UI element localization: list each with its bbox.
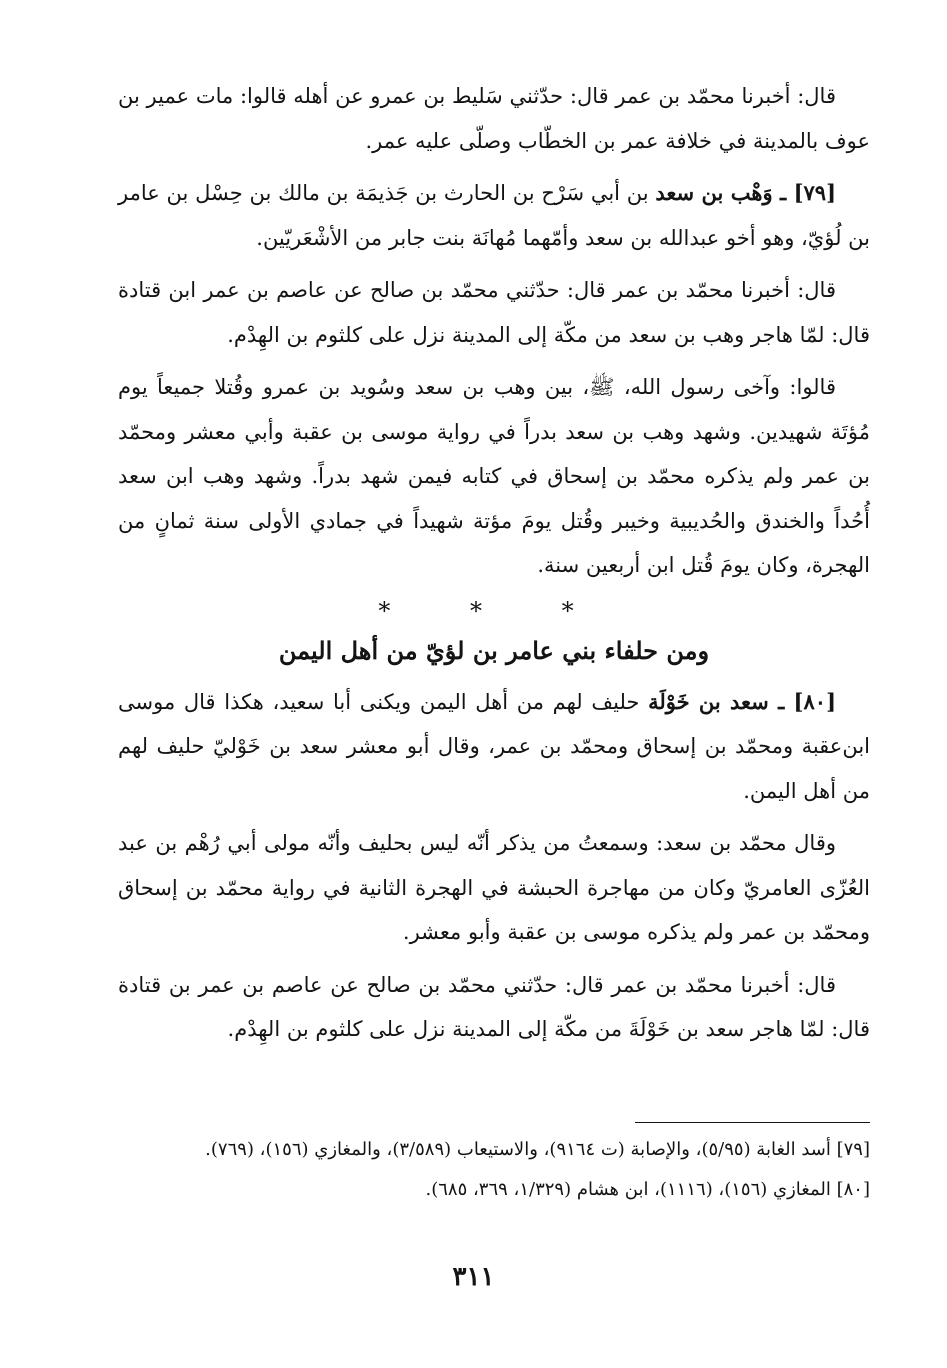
paragraph: قال: أخبرنا محمّد بن عمر قال: حدّثني سَليط بن عمرو عن أهله قالوا: مات عمير بن عوف بالمدينة في خلافة عمر بن الخطّاب وصلّى عليه عمر. xyxy=(118,84,870,153)
footnote-79: [٧٩] أسد الغابة (٥/٩٥)، والإصابة (ت ٩١٦٤)، والاستيعاب (٣/٥٨٩)، والمغازي (١٥٦)، (٧٦٩). xyxy=(205,1139,870,1160)
entry-80 xyxy=(118,680,870,814)
paragraph: قال: أخبرنا محمّد بن عمر قال: حدّثني محمّد بن صالح عن عاصم بن عمر بن قتادة قال: لمّا هاجر سعد بن خَوْلَةَ من مكّة إلى المدينة نزل على كلثوم بن الهِدْم. xyxy=(118,972,870,1041)
section-separator: * * * xyxy=(378,596,610,625)
page-number: ٣١١ xyxy=(452,1262,495,1292)
paragraph: قال: أخبرنا محمّد بن عمر قال: حدّثني محمّد بن صالح عن عاصم بن عمر ابن قتادة قال: لمّا هاجر وهب بن سعد من مكّة إلى المدينة نزل على كلثوم بن الهِدْم. xyxy=(118,278,870,347)
footnote-80: [٨٠] المغازي (١٥٦)، (١١١٦)، ابن هشام (١/٣٢٩، ٣٦٩، ٦٨٥). xyxy=(425,1179,870,1200)
entry-79-text: بن أبي سَرْح بن الحارث بن جَذيمَة بن مالك بن حِسْل بن عامر بن لُؤيّ، وهو أخو عبدالله بن سعد وأمّهما مُهانَة بنت جابر من الأشْعَريّين. xyxy=(118,181,870,250)
footnote-rule xyxy=(635,1122,870,1123)
main-text xyxy=(118,74,870,1060)
section-heading: ومن حلفاء بني عامر بن لؤيّ من أهل اليمن xyxy=(278,635,710,665)
entry-79 xyxy=(118,171,870,260)
entry-80-label: [٨٠] ـ سعد بن خَوْلَة xyxy=(648,688,836,714)
entry-79-label: [٧٩] ـ وَهْب بن سعد xyxy=(655,180,836,205)
footnotes xyxy=(118,1132,870,1212)
entry-80-text: حليف لهم من أهل اليمن ويكنى أبا سعيد، هكذا قال موسى ابن‌عقبة ومحمّد بن إسحاق ومحمّد بن عمر، وقال أبو معشر سعد بن خَوْليّ حليف لهم من أهل اليمن. xyxy=(118,689,870,803)
paragraph: قالوا: وآخى رسول الله، ﷺ، بين وهب بن سعد وسُويد بن عمرو وقُتلا جميعاً يوم مُؤتَة شهيدين. وشهد وهب بن سعد بدراً في رواية موسى بن عقبة وأبي معشر ومحمّد بن عمر ولم يذكره محمّد بن إسحاق في كتابه فيمن شهد بدراً. وشهد وهب ابن سعد أُحُداً والخندق والحُديبية وخيبر وقُتل يومَ مؤتة شهيداً في جمادي الأولى سنة ثمانٍ من الهجرة، وكان يومَ قُتل ابن أربعين سنة. xyxy=(118,375,870,577)
paragraph: وقال محمّد بن سعد: وسمعتُ من يذكر أنّه ليس بحليف وأنّه مولى أبي رُهْم بن عبد العُزّى العامريّ وكان من مهاجرة الحبشة في الهجرة الثانية في رواية محمّد بن إسحاق ومحمّد بن عمر ولم يذكره موسى بن عقبة وأبو معشر. xyxy=(118,831,870,944)
